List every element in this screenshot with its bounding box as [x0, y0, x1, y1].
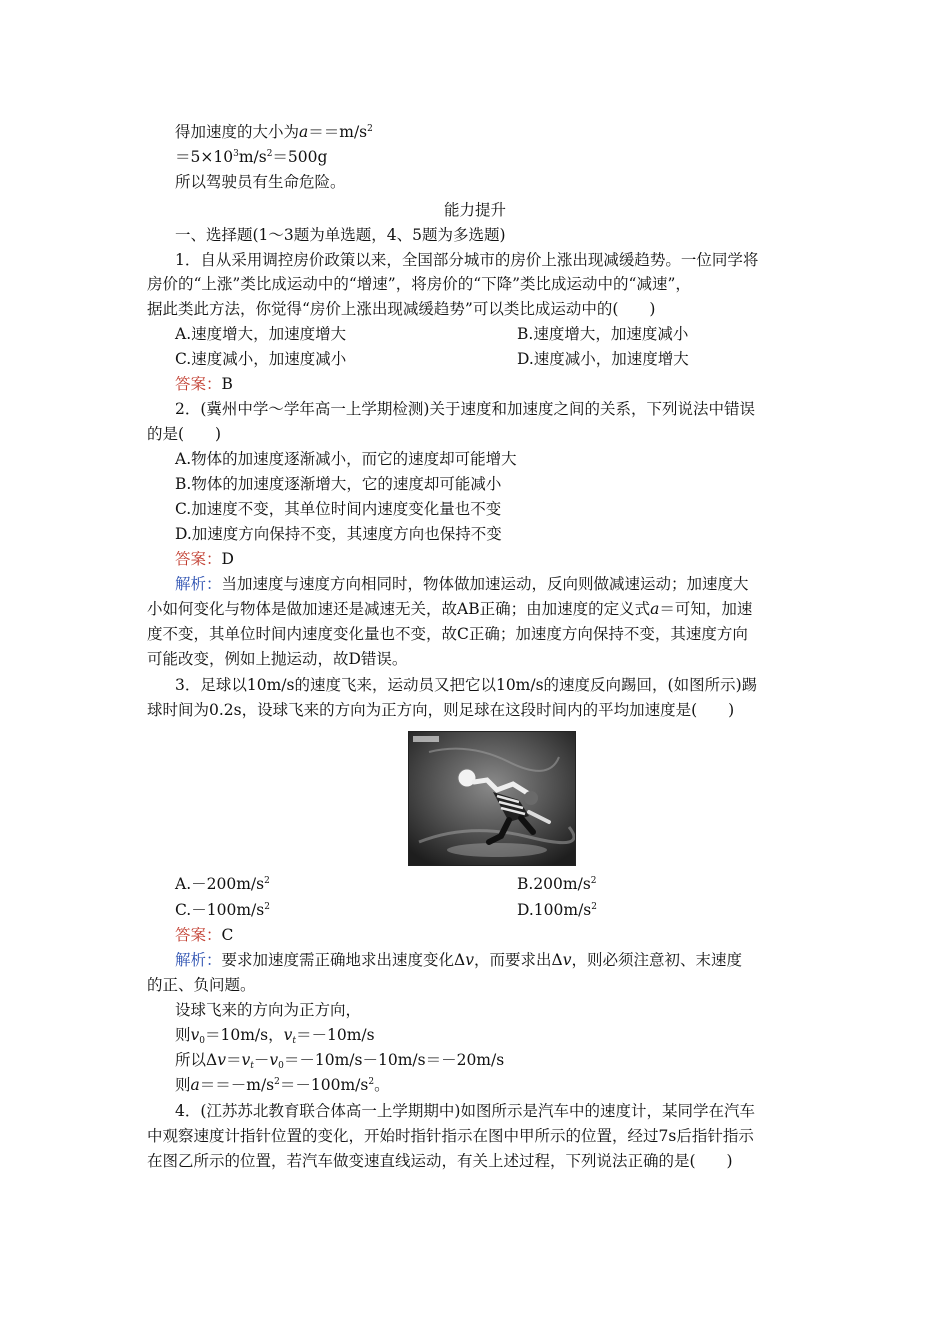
q3-answer [175, 923, 815, 947]
var-a: a [650, 600, 660, 618]
q3-line-1: 3．足球以10m/s的速度飞来，运动员又把它以10m/s的速度反向踢回，(如图所示)踢 [175, 676, 758, 694]
calc-text: ＝－10m/s [296, 1026, 375, 1044]
q3-given-velocities [175, 1023, 815, 1047]
calc-line-1 [175, 120, 815, 144]
q3-acceleration [175, 1073, 815, 1097]
q2-option-d: D.加速度方向保持不变，其速度方向也保持不变 [175, 525, 502, 543]
q2-option-c: C.加速度不变，其单位时间内速度变化量也不变 [175, 500, 502, 518]
q2-analysis-2 [147, 597, 815, 621]
answer-value: C [221, 926, 234, 944]
calc-text: m/s [238, 148, 267, 166]
q2-answer [175, 547, 815, 571]
q1-option-b: B.速度增大，加速度减小 [517, 325, 689, 343]
analysis-text: ，而要求出Δ [473, 951, 563, 969]
q1-option-c: C.速度减小，加速度减小 [175, 350, 347, 368]
q1-line-1: 1．自从采用调控房价政策以来，全国部分城市的房价上涨出现减缓趋势。一位同学将 [175, 251, 759, 269]
analysis-text: ，则必须注意初、末速度 [571, 951, 742, 969]
answer-value: D [221, 550, 234, 568]
superscript: 2 [274, 1077, 280, 1087]
analysis-text: ＝可知，加速 [659, 600, 753, 618]
soccer-kick-photo [408, 731, 576, 866]
var-v: v [283, 1026, 293, 1044]
calc-text: 。 [374, 1076, 390, 1094]
part-heading: 一、选择题(1～3题为单选题，4、5题为多选题) [175, 226, 506, 244]
q1-option-d: D.速度减小，加速度增大 [517, 350, 689, 368]
option-text: A.－200m/s [175, 875, 265, 893]
superscript: 2 [367, 124, 373, 134]
q3-analysis-1 [175, 948, 815, 972]
answer-label: 答案： [175, 550, 222, 568]
q1-line-3: 据此类此方法，你觉得“房价上涨出现减缓趋势”可以类比成运动中的( ) [147, 300, 656, 318]
option-text: C.－100m/s [175, 901, 265, 919]
soccer-player-illustration [409, 732, 575, 865]
option-text: B.200m/s [517, 875, 591, 893]
calc-text: 则 [175, 1026, 191, 1044]
analysis-label: 解析： [175, 951, 222, 969]
var-v: v [269, 1051, 279, 1069]
subscript: t [250, 1061, 254, 1071]
superscript: 2 [590, 876, 597, 886]
calc-text: ＝10m/s， [205, 1026, 284, 1044]
q1-line-2: 房价的“上涨”类比成运动中的“增速”，将房价的“下降”类比成运动中的“减速”， [147, 275, 691, 293]
q4-line-2: 中观察速度计指针位置的变化，开始时指针指示在图中甲所示的位置，经过7s后指针指示 [147, 1127, 754, 1145]
calc-text: 则 [175, 1076, 191, 1094]
calc-text: － [253, 1051, 270, 1069]
analysis-text: 要求加速度需正确地求出速度变化Δ [221, 951, 466, 969]
analysis-text: 当加速度与速度方向相同时，物体做加速运动，反向则做减速运动；加速度大 [221, 575, 749, 593]
q2-analysis-1 [175, 572, 815, 596]
section-title: 能力提升 [443, 201, 506, 219]
subscript: 0 [199, 1036, 206, 1046]
q3-option-d [517, 898, 817, 922]
calc-line-3: 所以驾驶员有生命危险。 [175, 173, 346, 191]
superscript: 2 [266, 149, 273, 159]
q1-answer [175, 372, 815, 396]
calc-text: ＝500g [272, 148, 328, 166]
answer-label: 答案： [175, 375, 222, 393]
var-v: v [241, 1051, 251, 1069]
superscript: 2 [368, 1077, 375, 1087]
q3-line-2: 球时间为0.2s，设球飞来的方向为正方向，则足球在这段时间内的平均加速度是( ) [147, 701, 735, 719]
calc-text: ＝＝m/s [308, 123, 368, 141]
var-v: v [217, 1051, 226, 1069]
calc-text: ＝＝－m/s [199, 1076, 275, 1094]
q2-option-b: B.物体的加速度逐渐增大，它的速度却可能减小 [175, 475, 502, 493]
analysis-label: 解析： [175, 575, 222, 593]
calc-text: ＝ [225, 1051, 242, 1069]
var-v: v [465, 951, 474, 969]
var-v: v [190, 1026, 200, 1044]
var-a: a [299, 123, 309, 141]
q3-velocity-change [175, 1048, 815, 1072]
q2-analysis-4: 可能改变，例如上抛运动，故D错误。 [147, 650, 408, 668]
superscript: 2 [264, 902, 270, 912]
q1-option-a: A.速度增大，加速度增大 [175, 325, 347, 343]
answer-value: B [221, 375, 233, 393]
q4-line-1: 4．(江苏苏北教育联合体高一上学期期中)如图所示是汽车中的速度计，某同学在汽车 [175, 1102, 755, 1120]
q2-line-2: 的是( ) [147, 425, 222, 443]
q3-set-direction: 设球飞来的方向为正方向， [175, 1001, 362, 1019]
calc-text: ＝－100m/s [279, 1076, 369, 1094]
q4-line-3: 在图乙所示的位置，若汽车做变速直线运动，有关上述过程，下列说法正确的是( ) [147, 1152, 733, 1170]
superscript: 2 [264, 876, 270, 886]
q3-option-b [517, 872, 817, 896]
option-text: D.100m/s [517, 901, 592, 919]
q2-analysis-3: 度不变，其单位时间内速度变化量也不变，故C正确；加速度方向保持不变，其速度方向 [147, 625, 748, 643]
calc-line-2 [175, 145, 815, 169]
calc-text: 所以Δ [175, 1051, 218, 1069]
subscript: t [292, 1036, 297, 1046]
calc-text: 得加速度的大小为 [175, 123, 300, 141]
subscript: 0 [278, 1061, 284, 1071]
calc-text: ＝5×10 [175, 148, 234, 166]
answer-label: 答案： [175, 926, 222, 944]
q2-option-a: A.物体的加速度逐渐减小，而它的速度却可能增大 [175, 450, 517, 468]
q2-line-1: 2．(冀州中学～学年高一上学期检测)关于速度和加速度之间的关系，下列说法中错误 [175, 400, 755, 418]
var-v: v [562, 951, 572, 969]
superscript: 2 [591, 902, 597, 912]
analysis-text: 小如何变化与物体是做加速还是减速无关，故AB正确；由加速度的定义式 [147, 600, 651, 618]
q3-analysis-2: 的正、负问题。 [147, 976, 256, 994]
superscript: 3 [233, 149, 239, 159]
var-a: a [190, 1076, 200, 1094]
calc-text: ＝－10m/s－10m/s＝－20m/s [283, 1051, 505, 1069]
